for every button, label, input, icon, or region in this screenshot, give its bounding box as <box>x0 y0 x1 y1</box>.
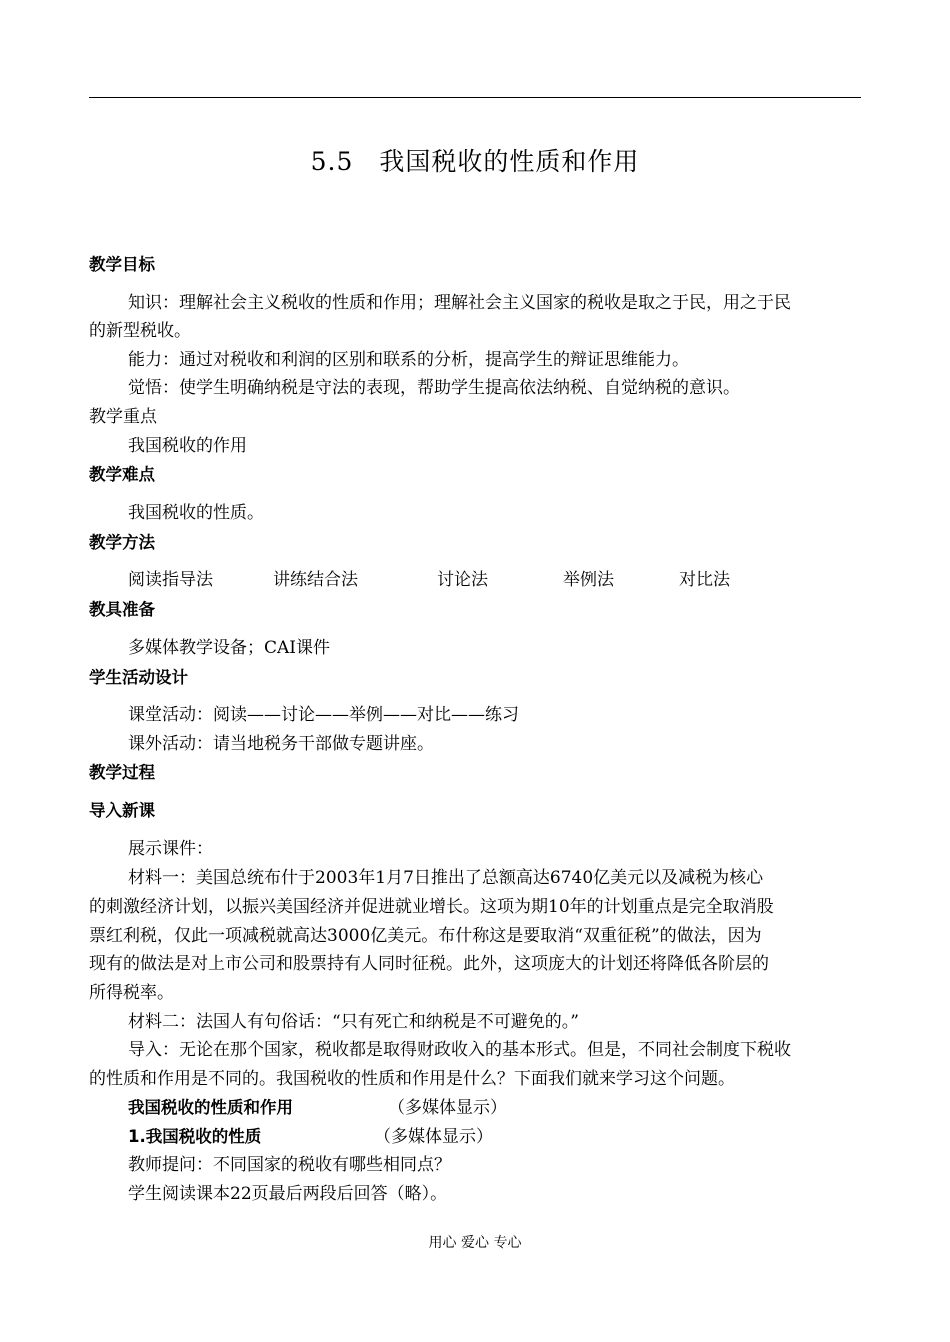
subsection-note: （多媒体显示） <box>374 1127 493 1147</box>
methods-heading: 教学方法 <box>89 533 155 552</box>
student-answer: 学生阅读课本22页最后两段后回答（略）。 <box>128 1184 448 1204</box>
activity-outside: 课外活动：请当地税务干部做专题讲座。 <box>128 734 434 754</box>
material1-line2: 的刺激经济计划，以振兴美国经济并促进就业增长。这项为期10年的计划重点是完全取消股 <box>89 897 774 917</box>
method-item: 举例法 <box>563 570 614 590</box>
header-rule <box>89 97 861 98</box>
lead-line2: 的性质和作用是不同的。我国税收的性质和作用是什么？下面我们就来学习这个问题。 <box>89 1069 735 1089</box>
page-footer: 用心 爱心 专心 <box>428 1235 522 1251</box>
key-point-text: 我国税收的作用 <box>128 436 247 456</box>
method-item: 对比法 <box>679 570 730 590</box>
objective-knowledge-line2: 的新型税收。 <box>89 321 191 341</box>
difficulty-text: 我国税收的性质。 <box>128 503 264 523</box>
key-point-heading: 教学重点 <box>89 407 157 427</box>
lead-line1: 导入：无论在那个国家，税收都是取得财政收入的基本形式。但是，不同社会制度下税收 <box>128 1040 791 1060</box>
material1-line1: 材料一：美国总统布什于2003年1月7日推出了总额高达6740亿美元以及减税为核心 <box>128 868 764 888</box>
method-item: 讨论法 <box>437 570 488 590</box>
material1-line3: 票红利税，仅此一项减税就高达3000亿美元。布什称这是要取消“双重征税”的做法，因为 <box>89 926 762 946</box>
page-title: 5.5 我国税收的性质和作用 <box>310 147 640 176</box>
intro-show: 展示课件： <box>128 839 213 859</box>
section-heading: 我国税收的性质和作用 <box>128 1098 293 1117</box>
objectives-heading: 教学目标 <box>89 255 155 274</box>
activity-class: 课堂活动：阅读——讨论——举例——对比——练习 <box>128 705 519 725</box>
method-item: 阅读指导法 <box>128 570 213 590</box>
tools-text: 多媒体教学设备；CAI课件 <box>128 638 330 658</box>
process-heading: 教学过程 <box>89 763 155 782</box>
intro-heading: 导入新课 <box>89 801 155 820</box>
subsection-heading: 1.我国税收的性质 <box>128 1127 262 1146</box>
method-item: 讲练结合法 <box>273 570 358 590</box>
material1-line4: 现有的做法是对上市公司和股票持有人同时征税。此外，这项庞大的计划还将降低各阶层的 <box>89 954 769 974</box>
tools-heading: 教具准备 <box>89 600 155 619</box>
section-note: （多媒体显示） <box>388 1098 507 1118</box>
teacher-question: 教师提问：不同国家的税收有哪些相同点？ <box>128 1155 451 1175</box>
objective-ability: 能力：通过对税收和利润的区别和联系的分析，提高学生的辩证思维能力。 <box>128 350 689 370</box>
objective-awareness: 觉悟：使学生明确纳税是守法的表现，帮助学生提高依法纳税、自觉纳税的意识。 <box>128 378 740 398</box>
difficulty-heading: 教学难点 <box>89 465 155 484</box>
material2: 材料二：法国人有句俗话：“只有死亡和纳税是不可避免的。” <box>128 1012 579 1032</box>
objective-knowledge-line1: 知识：理解社会主义税收的性质和作用；理解社会主义国家的税收是取之于民，用之于民 <box>128 293 791 313</box>
material1-line5: 所得税率。 <box>89 983 174 1003</box>
activities-heading: 学生活动设计 <box>89 668 188 687</box>
